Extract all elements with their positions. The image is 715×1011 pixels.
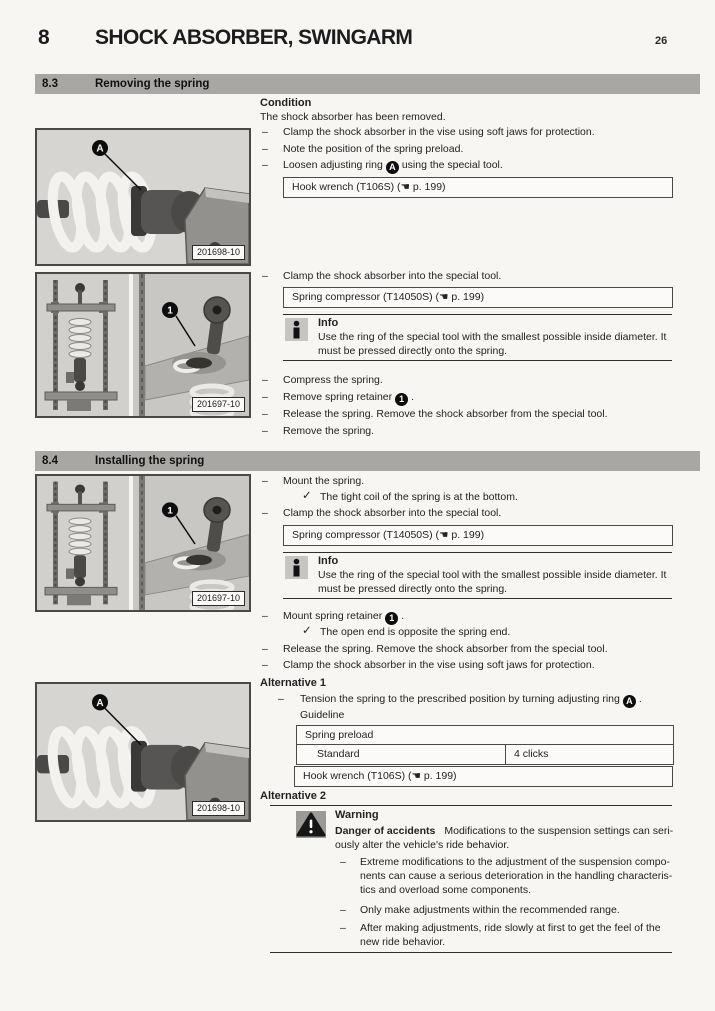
table-cell-value: 4 clicks	[514, 748, 549, 760]
photo-spring-compressor	[35, 474, 251, 612]
info-icon	[285, 318, 308, 341]
section-header-8-3	[35, 74, 700, 94]
alternative-2-label: Alternative 2	[260, 790, 327, 802]
dash-icon: –	[340, 904, 346, 916]
callout-a-label: A	[96, 143, 104, 155]
table-row	[297, 745, 673, 764]
separator-rule	[283, 360, 672, 361]
info-title: Info	[318, 317, 339, 329]
dash-icon: –	[262, 425, 268, 437]
dash-icon: –	[262, 391, 268, 403]
tool-box-spring-compressor	[283, 525, 673, 546]
list-item	[260, 610, 404, 625]
tool-text: Spring compressor (T14050S) (☚ p. 199)	[292, 291, 485, 303]
dash-icon: –	[262, 659, 268, 671]
warning-list-item	[260, 922, 661, 935]
callout-1-label: 1	[167, 305, 173, 317]
separator-rule	[283, 552, 672, 553]
step-text: Loosen adjusting ring	[283, 159, 383, 171]
warning-item-continuation: tics and overload some components.	[360, 884, 532, 896]
list-item	[260, 391, 414, 406]
callout-1-label: 1	[167, 505, 173, 517]
warning-intro-line: ously alter the vehicle's ride behavior.	[335, 839, 510, 851]
dash-icon: –	[262, 143, 268, 155]
list-item	[260, 507, 501, 520]
photo-caption: 201697-10	[192, 591, 245, 606]
info-text-line: Use the ring of the special tool with the smallest possible inside diameter. It	[318, 569, 667, 581]
list-item	[260, 659, 595, 672]
separator-rule	[270, 805, 672, 806]
checkmark-icon: ✓	[302, 625, 312, 637]
table-cell-name: Standard	[297, 745, 506, 764]
condition-text: The shock absorber has been removed.	[260, 111, 446, 123]
step-text: Clamp the shock absorber in the vise using soft jaws for protection.	[283, 659, 595, 671]
info-text-line: Use the ring of the special tool with the smallest possible inside diameter. It	[318, 331, 667, 343]
dash-icon: –	[262, 610, 268, 622]
list-item	[260, 475, 364, 488]
warning-item-continuation: new ride behavior.	[360, 936, 446, 948]
tool-text: Hook wrench (T106S) (☚ p. 199)	[303, 770, 457, 782]
check-item	[260, 626, 510, 639]
dash-icon: –	[278, 693, 284, 705]
warning-item-continuation: nents can cause a serious deterioration in the handling characteris-	[360, 870, 673, 882]
shock-absorber-vise-illustration	[37, 684, 249, 820]
info-text-line: must be pressed directly onto the spring.	[318, 583, 508, 595]
step-text: Note the position of the spring preload.	[283, 143, 464, 155]
callout-1-badge: 1	[385, 612, 398, 625]
chapter-number: 8	[38, 26, 50, 49]
step-text: .	[401, 610, 405, 622]
tool-box-spring-compressor	[283, 287, 673, 308]
step-text: Remove the spring.	[283, 425, 375, 437]
list-item	[260, 126, 595, 139]
step-text: Clamp the shock absorber into the special tool.	[283, 507, 502, 519]
checkmark-icon: ✓	[302, 490, 312, 502]
step-text: Compress the spring.	[283, 374, 383, 386]
info-text-line: must be pressed directly onto the spring.	[318, 345, 508, 357]
tool-box-hook-wrench	[283, 177, 673, 198]
dash-icon: –	[262, 126, 268, 138]
check-text: The tight coil of the spring is at the bottom.	[320, 491, 518, 503]
check-text: The open end is opposite the spring end.	[320, 626, 511, 638]
step-text: .	[411, 391, 415, 403]
list-item	[260, 143, 463, 156]
page-title: SHOCK ABSORBER, SWINGARM	[95, 26, 413, 49]
list-item	[260, 643, 608, 656]
section-header-8-4	[35, 451, 700, 471]
warning-intro-line	[335, 825, 673, 838]
table-header: Spring preload	[297, 726, 673, 745]
list-item	[260, 425, 374, 438]
info-title: Info	[318, 555, 339, 567]
photo-caption: 201698-10	[192, 245, 245, 260]
list-item	[260, 374, 383, 387]
tool-text: Spring compressor (T14050S) (☚ p. 199)	[292, 529, 485, 541]
photo-caption: 201698-10	[192, 801, 245, 816]
section-number: 8.3	[42, 78, 58, 90]
shock-absorber-vise-illustration	[37, 130, 249, 264]
step-text: using the special tool.	[401, 159, 503, 171]
callout-1-badge: 1	[395, 393, 408, 406]
step-text: Clamp the shock absorber in the vise using soft jaws for protection.	[283, 126, 595, 138]
photo-caption: 201697-10	[192, 397, 245, 412]
photo-spring-compressor	[35, 272, 251, 418]
tool-box-hook-wrench	[294, 766, 673, 787]
page-number: 26	[655, 35, 668, 47]
spring-compressor-illustration	[37, 476, 249, 610]
section-title: Removing the spring	[95, 78, 210, 90]
check-item	[260, 491, 518, 504]
warning-list-item	[260, 856, 670, 869]
step-text: Remove spring retainer	[283, 391, 393, 403]
section-8-3-content	[260, 97, 674, 442]
warning-list-item	[260, 904, 620, 917]
step-text: Tension the spring to the prescribed position by turning adjusting ring	[300, 693, 620, 705]
warning-icon	[296, 811, 326, 838]
list-item	[260, 693, 642, 708]
info-icon	[285, 556, 308, 579]
callout-a-badge: A	[623, 695, 636, 708]
step-text: Release the spring. Remove the shock absorber from the special tool.	[283, 643, 608, 655]
photo-shock-absorber-in-vise	[35, 682, 251, 822]
callout-a-label: A	[96, 697, 104, 709]
separator-rule	[283, 598, 672, 599]
guideline-label: Guideline	[300, 709, 345, 721]
list-item	[260, 270, 501, 283]
separator-rule	[283, 314, 672, 315]
warning-text: Modifications to the suspension settings can seri-	[444, 825, 674, 837]
photo-shock-absorber-in-vise	[35, 128, 251, 266]
dash-icon: –	[262, 270, 268, 282]
dash-icon: –	[262, 374, 268, 386]
guideline-table	[296, 725, 674, 765]
list-item	[260, 159, 503, 174]
step-text: .	[638, 693, 642, 705]
step-text: Mount the spring.	[283, 475, 365, 487]
warning-item-text: Only make adjustments within the recommended range.	[360, 904, 620, 916]
separator-rule	[270, 952, 672, 953]
dash-icon: –	[262, 159, 268, 171]
dash-icon: –	[340, 922, 346, 934]
warning-title: Warning	[335, 809, 379, 821]
callout-a-badge: A	[386, 161, 399, 174]
spring-compressor-illustration	[37, 274, 249, 416]
warning-lead: Danger of accidents	[335, 825, 436, 837]
step-text: Release the spring. Remove the shock absorber from the special tool.	[283, 408, 608, 420]
dash-icon: –	[340, 856, 346, 868]
dash-icon: –	[262, 643, 268, 655]
alternative-1-label: Alternative 1	[260, 677, 327, 689]
section-number: 8.4	[42, 455, 58, 467]
step-text: Clamp the shock absorber into the special tool.	[283, 270, 502, 282]
dash-icon: –	[262, 408, 268, 420]
list-item	[260, 408, 608, 421]
section-8-4-content	[260, 474, 674, 959]
step-text: Mount spring retainer	[283, 610, 383, 622]
warning-item-text: After making adjustments, ride slowly at first to get the feel of the	[360, 922, 661, 934]
condition-label: Condition	[260, 97, 312, 109]
section-title: Installing the spring	[95, 455, 205, 467]
dash-icon: –	[262, 507, 268, 519]
tool-text: Hook wrench (T106S) (☚ p. 199)	[292, 181, 446, 193]
dash-icon: –	[262, 475, 268, 487]
warning-item-text: Extreme modifications to the adjustment of the suspension compo-	[360, 856, 670, 868]
